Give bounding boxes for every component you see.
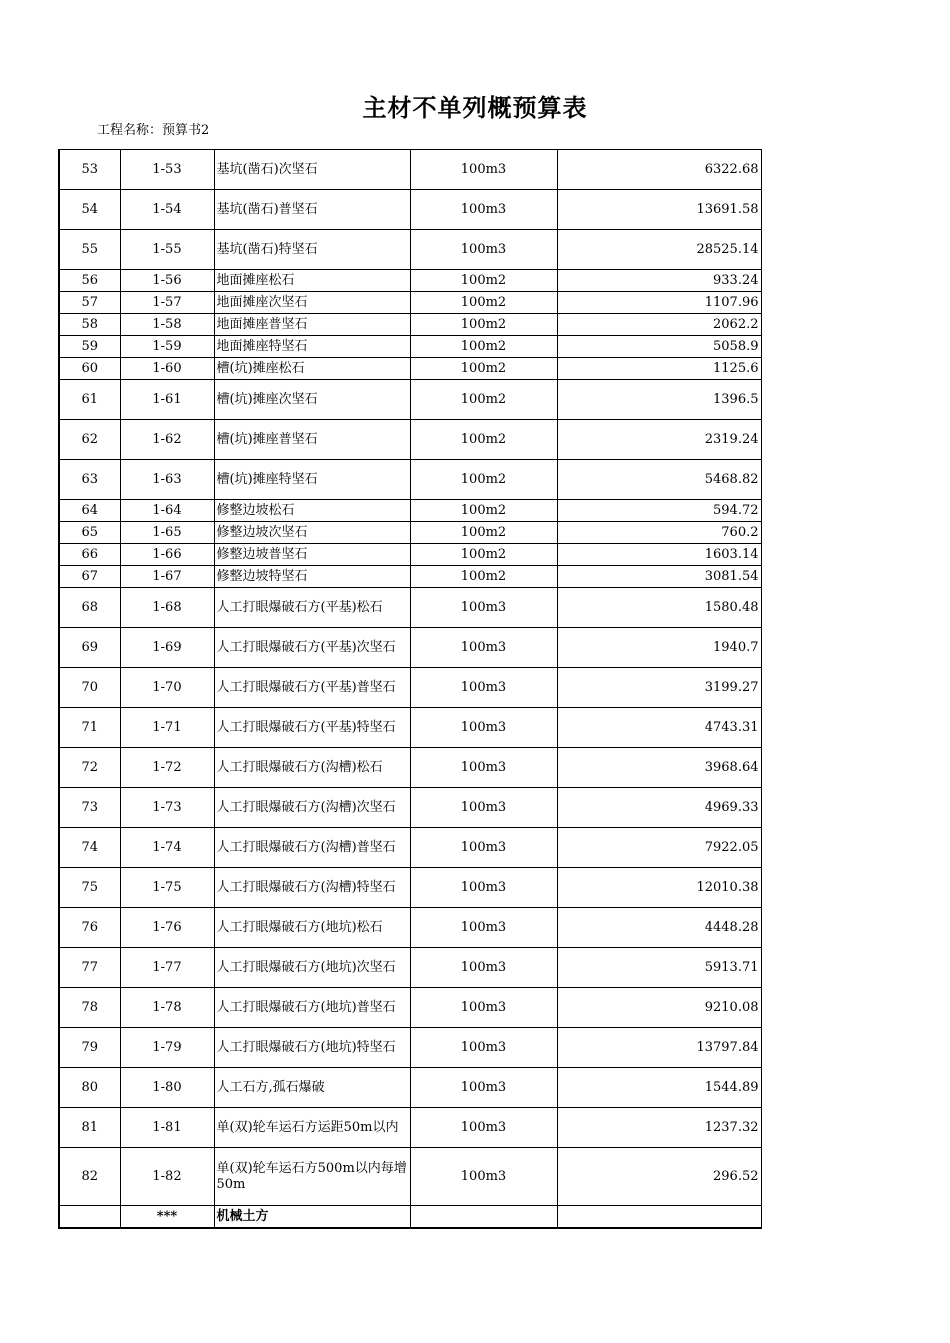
row-number: 62 [59,420,120,460]
row-number [59,1206,120,1229]
row-number: 54 [59,190,120,230]
item-code: 1-56 [120,270,214,292]
table-row [59,668,761,708]
row-number: 76 [59,908,120,948]
item-code: 1-68 [120,588,214,628]
item-unit: 100m3 [410,150,557,190]
item-price: 9210.08 [557,988,761,1028]
item-price: 4448.28 [557,908,761,948]
item-name: 修整边坡次坚石 [214,522,410,544]
table-row [59,522,761,544]
row-number: 77 [59,948,120,988]
item-unit: 100m3 [410,708,557,748]
row-number: 66 [59,544,120,566]
item-price: 12010.38 [557,868,761,908]
table-row [59,868,761,908]
table-row [59,544,761,566]
item-name: 槽(坑)摊座松石 [214,358,410,380]
item-price: 2319.24 [557,420,761,460]
row-number: 69 [59,628,120,668]
item-price: 3081.54 [557,566,761,588]
item-code: 1-65 [120,522,214,544]
item-unit: 100m3 [410,628,557,668]
table-row [59,708,761,748]
item-unit: 100m2 [410,500,557,522]
item-code: 1-78 [120,988,214,1028]
item-name: 地面摊座普坚石 [214,314,410,336]
item-name: 人工打眼爆破石方(沟槽)特坚石 [214,868,410,908]
table-row [59,1206,761,1229]
item-code: 1-67 [120,566,214,588]
table-row [59,908,761,948]
table-row [59,1108,761,1148]
item-price: 1125.6 [557,358,761,380]
item-price: 2062.2 [557,314,761,336]
item-unit: 100m3 [410,1028,557,1068]
item-unit: 100m3 [410,1108,557,1148]
table-row [59,380,761,420]
item-unit: 100m3 [410,748,557,788]
item-unit: 100m3 [410,868,557,908]
item-name: 修整边坡特坚石 [214,566,410,588]
budget-table [58,149,762,1229]
item-price: 933.24 [557,270,761,292]
item-price: 296.52 [557,1148,761,1206]
item-name: 人工打眼爆破石方(沟槽)次坚石 [214,788,410,828]
item-code: 1-71 [120,708,214,748]
item-unit: 100m2 [410,336,557,358]
row-number: 80 [59,1068,120,1108]
item-price: 3199.27 [557,668,761,708]
table-row [59,566,761,588]
row-number: 74 [59,828,120,868]
table-row [59,588,761,628]
table-row [59,1028,761,1068]
item-unit: 100m2 [410,522,557,544]
item-name: 人工石方,孤石爆破 [214,1068,410,1108]
item-name: 人工打眼爆破石方(平基)普坚石 [214,668,410,708]
table-row [59,460,761,500]
item-unit: 100m2 [410,270,557,292]
item-unit: 100m2 [410,292,557,314]
item-price [557,1206,761,1229]
item-price: 1544.89 [557,1068,761,1108]
item-code: 1-60 [120,358,214,380]
budget-table-body [59,150,761,1229]
item-price: 760.2 [557,522,761,544]
item-price: 4743.31 [557,708,761,748]
item-unit: 100m3 [410,988,557,1028]
row-number: 55 [59,230,120,270]
item-name: 地面摊座次坚石 [214,292,410,314]
item-name: 修整边坡普坚石 [214,544,410,566]
item-name: 槽(坑)摊座特坚石 [214,460,410,500]
page-title: 主材不单列概预算表 [362,94,588,122]
item-code: 1-53 [120,150,214,190]
item-code: 1-55 [120,230,214,270]
table-row [59,230,761,270]
item-name: 人工打眼爆破石方(地坑)次坚石 [214,948,410,988]
item-name: 人工打眼爆破石方(地坑)特坚石 [214,1028,410,1068]
item-name: 人工打眼爆破石方(平基)特坚石 [214,708,410,748]
table-row [59,828,761,868]
row-number: 82 [59,1148,120,1206]
row-number: 67 [59,566,120,588]
table-row [59,988,761,1028]
item-price: 13691.58 [557,190,761,230]
item-name: 人工打眼爆破石方(沟槽)普坚石 [214,828,410,868]
row-number: 63 [59,460,120,500]
item-unit: 100m2 [410,420,557,460]
item-price: 13797.84 [557,1028,761,1068]
table-row [59,314,761,336]
item-name: 基坑(凿石)次坚石 [214,150,410,190]
item-name: 人工打眼爆破石方(平基)松石 [214,588,410,628]
item-code: 1-63 [120,460,214,500]
table-row [59,420,761,460]
item-code: 1-58 [120,314,214,336]
item-price: 1237.32 [557,1108,761,1148]
item-code: 1-76 [120,908,214,948]
item-price: 1603.14 [557,544,761,566]
item-name: 修整边坡松石 [214,500,410,522]
item-name: 人工打眼爆破石方(地坑)普坚石 [214,988,410,1028]
item-price: 594.72 [557,500,761,522]
item-price: 1580.48 [557,588,761,628]
item-price: 5468.82 [557,460,761,500]
item-price: 1107.96 [557,292,761,314]
item-price: 4969.33 [557,788,761,828]
table-row [59,150,761,190]
row-number: 61 [59,380,120,420]
item-code: 1-75 [120,868,214,908]
item-code: 1-82 [120,1148,214,1206]
item-unit: 100m2 [410,544,557,566]
table-row [59,190,761,230]
item-unit: 100m3 [410,908,557,948]
table-row [59,358,761,380]
item-name: 地面摊座特坚石 [214,336,410,358]
item-code: 1-79 [120,1028,214,1068]
item-unit: 100m2 [410,566,557,588]
item-price: 28525.14 [557,230,761,270]
item-unit: 100m2 [410,460,557,500]
row-number: 57 [59,292,120,314]
table-row [59,788,761,828]
item-unit: 100m3 [410,668,557,708]
table-row [59,500,761,522]
item-unit: 100m3 [410,948,557,988]
row-number: 65 [59,522,120,544]
row-number: 53 [59,150,120,190]
project-name: 工程名称：预算书2 [97,123,210,138]
row-number: 59 [59,336,120,358]
item-unit [410,1206,557,1229]
item-code: 1-57 [120,292,214,314]
item-unit: 100m3 [410,828,557,868]
row-number: 64 [59,500,120,522]
item-name: 基坑(凿石)特坚石 [214,230,410,270]
item-name: 基坑(凿石)普坚石 [214,190,410,230]
row-number: 73 [59,788,120,828]
row-number: 75 [59,868,120,908]
item-unit: 100m3 [410,1068,557,1108]
item-unit: 100m2 [410,314,557,336]
item-unit: 100m3 [410,788,557,828]
item-name: 单(双)轮车运石方运距50m以内 [214,1108,410,1148]
item-unit: 100m3 [410,588,557,628]
item-price: 6322.68 [557,150,761,190]
row-number: 58 [59,314,120,336]
item-code: 1-66 [120,544,214,566]
row-number: 79 [59,1028,120,1068]
item-price: 5913.71 [557,948,761,988]
row-number: 71 [59,708,120,748]
table-row [59,1148,761,1206]
item-unit: 100m2 [410,358,557,380]
item-price: 1940.7 [557,628,761,668]
item-name: 机械土方 [214,1206,410,1229]
row-number: 70 [59,668,120,708]
table-row [59,292,761,314]
row-number: 68 [59,588,120,628]
item-name: 人工打眼爆破石方(平基)次坚石 [214,628,410,668]
table-row [59,270,761,292]
item-unit: 100m3 [410,230,557,270]
item-unit: 100m3 [410,1148,557,1206]
item-name: 人工打眼爆破石方(地坑)松石 [214,908,410,948]
item-code: 1-74 [120,828,214,868]
item-name: 人工打眼爆破石方(沟槽)松石 [214,748,410,788]
table-row [59,628,761,668]
item-price: 1396.5 [557,380,761,420]
row-number: 60 [59,358,120,380]
item-price: 5058.9 [557,336,761,358]
item-code: 1-81 [120,1108,214,1148]
item-code: 1-62 [120,420,214,460]
table-row [59,1068,761,1108]
row-number: 78 [59,988,120,1028]
item-name: 地面摊座松石 [214,270,410,292]
item-unit: 100m2 [410,380,557,420]
table-row [59,748,761,788]
item-code: 1-64 [120,500,214,522]
item-code: 1-77 [120,948,214,988]
item-code: 1-72 [120,748,214,788]
item-code: 1-54 [120,190,214,230]
table-row [59,948,761,988]
item-code: *** [120,1206,214,1229]
item-code: 1-70 [120,668,214,708]
item-code: 1-61 [120,380,214,420]
item-code: 1-69 [120,628,214,668]
item-name: 槽(坑)摊座普坚石 [214,420,410,460]
item-name: 槽(坑)摊座次坚石 [214,380,410,420]
item-price: 7922.05 [557,828,761,868]
row-number: 72 [59,748,120,788]
item-price: 3968.64 [557,748,761,788]
row-number: 81 [59,1108,120,1148]
row-number: 56 [59,270,120,292]
table-row [59,336,761,358]
item-code: 1-80 [120,1068,214,1108]
item-name: 单(双)轮车运石方500m以内每增50m [214,1148,410,1206]
item-unit: 100m3 [410,190,557,230]
item-code: 1-59 [120,336,214,358]
item-code: 1-73 [120,788,214,828]
